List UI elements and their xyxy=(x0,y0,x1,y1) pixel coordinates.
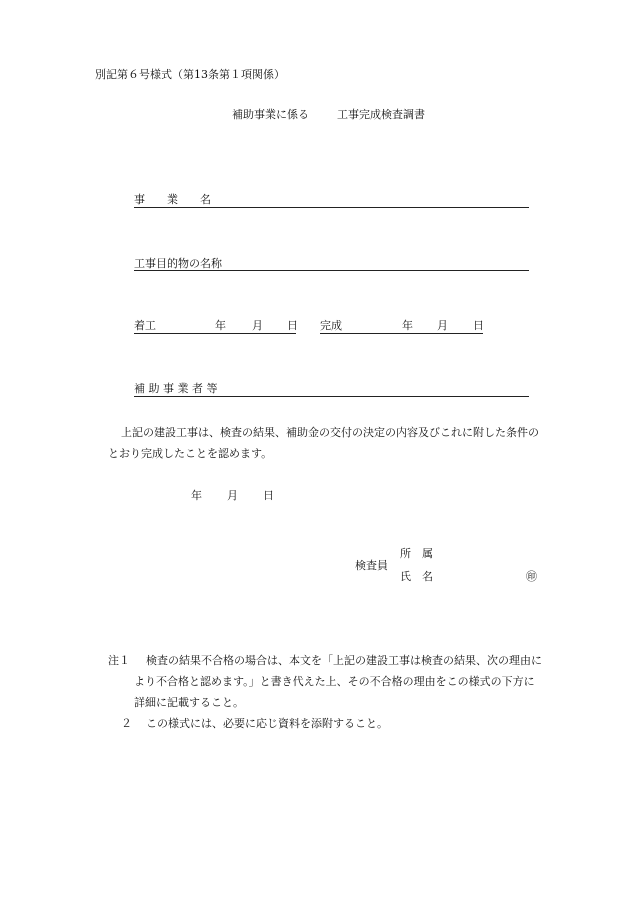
start-day: 日 xyxy=(287,319,298,332)
start-date-line[interactable] xyxy=(134,333,296,334)
project-name-label: 事 業 名 xyxy=(134,193,211,206)
note-1-marker: 注１ xyxy=(108,654,130,667)
note-2-marker: ２ xyxy=(121,717,132,730)
date-month: 月 xyxy=(227,489,238,502)
target-name-label: 工事目的物の名称 xyxy=(134,257,222,270)
title-part2: 工事完成検査調書 xyxy=(337,108,425,121)
start-year: 年 xyxy=(215,319,226,332)
completion-label: 完成 xyxy=(320,319,342,332)
title-part1: 補助事業に係る xyxy=(232,108,309,121)
seal-mark: ㊞ xyxy=(526,570,537,583)
note-1-line-3: 詳細に記載すること。 xyxy=(134,696,244,709)
inspector-name: 氏 名 xyxy=(400,570,433,583)
operator-line[interactable] xyxy=(134,396,529,397)
project-name-line[interactable] xyxy=(134,207,529,208)
target-name-line[interactable] xyxy=(134,270,529,271)
operator-label: 補 助 事 業 者 等 xyxy=(134,382,218,395)
completion-year: 年 xyxy=(402,319,413,332)
date-day: 日 xyxy=(263,489,274,502)
start-month: 月 xyxy=(252,319,263,332)
date-year: 年 xyxy=(191,489,202,502)
inspector-affiliation: 所 属 xyxy=(400,547,433,560)
note-1-line-1: 検査の結果不合格の場合は、本文を「上記の建設工事は検査の結果、次の理由に xyxy=(146,654,542,667)
completion-month: 月 xyxy=(437,319,448,332)
body-line-2: とおり完成したことを認めます。 xyxy=(108,447,273,460)
inspector-label: 検査員 xyxy=(355,559,388,572)
note-2-line-1: この様式には、必要に応じ資料を添附すること。 xyxy=(146,717,388,730)
note-1-line-2: より不合格と認めます。」と書き代えた上、その不合格の理由をこの様式の下方に xyxy=(134,675,535,688)
body-line-1: 上記の建設工事は、検査の結果、補助金の交付の決定の内容及びこれに附した条件の xyxy=(121,426,539,439)
completion-day: 日 xyxy=(473,319,484,332)
form-label: 別記第６号様式（第13条第１項関係） xyxy=(95,68,285,81)
completion-date-line[interactable] xyxy=(320,333,483,334)
start-label: 着工 xyxy=(134,319,156,332)
